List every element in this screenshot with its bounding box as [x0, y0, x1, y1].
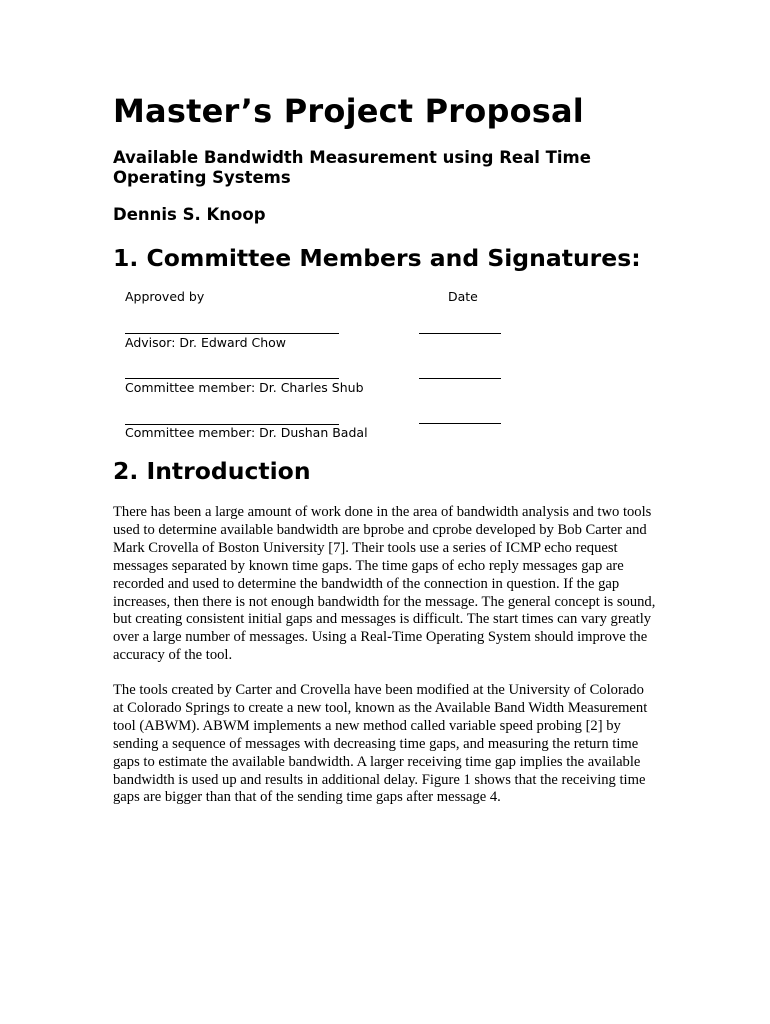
author-name: Dennis S. Knoop: [113, 205, 266, 224]
signature-line: [125, 378, 339, 379]
signatory-name: Committee member: Dr. Dushan Badal: [125, 425, 368, 440]
signature-line: [125, 333, 339, 334]
section-heading-committee: 1. Committee Members and Signatures:: [113, 244, 641, 272]
signatory-name: Advisor: Dr. Edward Chow: [125, 335, 287, 350]
body-paragraph: There has been a large amount of work done in the area of bandwidth analysis and two tools used to determine available bandwidth are bprobe and cprobe developed by Bob Carter and Mark Crovella of Boston University [7]. Their tools use a series of ICMP echo request messages separated by known time gaps. The time gaps of echo reply messages gap are recorded and used to determine the bandwidth of the connection in question. If the gap increases, then there is not enough bandwidth for the message. The general concept is sound, but creating consistent initial gaps and messages is difficult. The start times can vary greatly over a large number of messages. Using a Real-Time Operating System should improve the accuracy of the tool.: [113, 504, 656, 664]
date-line: [419, 333, 501, 334]
body-paragraph: The tools created by Carter and Crovella have been modified at the University of Colorado at Colorado Springs to create a new tool, known as the Available Band Width Measurement tool (ABWM). ABWM implements a new method called variable speed probing [2] by sending a sequence of messages with decreasing time gaps, and measuring the return time gaps to estimate the available bandwidth. A larger receiving time gap implies the available bandwidth is used up and results in additional delay. Figure 1 shows that the receiving time gaps are bigger than that of the sending time gaps after message 4.: [113, 682, 648, 806]
approved-by-label: Approved by: [125, 289, 205, 304]
section-heading-introduction: 2. Introduction: [113, 457, 311, 485]
date-column-label: Date: [448, 289, 478, 304]
document-subtitle: Available Bandwidth Measurement using Real Time Operating Systems: [113, 148, 591, 187]
document-title: Master’s Project Proposal: [113, 92, 584, 130]
signatory-name: Committee member: Dr. Charles Shub: [125, 380, 364, 395]
date-line: [419, 423, 501, 424]
date-line: [419, 378, 501, 379]
